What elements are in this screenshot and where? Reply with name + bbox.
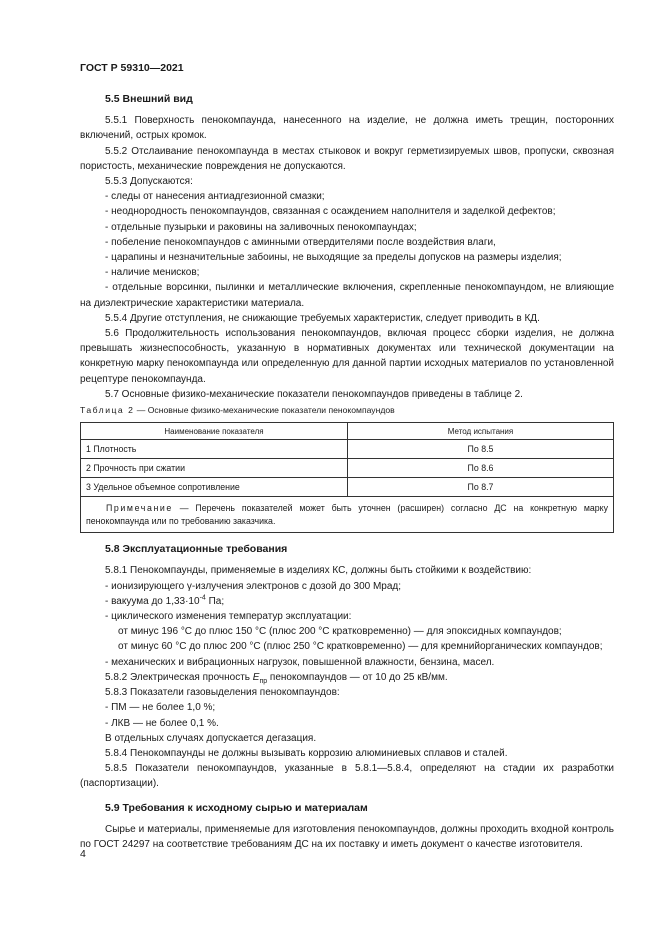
list-item-text: - вакуума до 1,33·10: [105, 595, 200, 607]
list-item: [80, 594, 614, 609]
temperature-range-silicone: [118, 639, 614, 654]
symbol-e: E: [252, 671, 260, 683]
paragraph-5-7: 5.7 Основные физико-механические показатели пенокомпаундов приведены в таблице 2.: [105, 388, 523, 400]
page-number: 4: [80, 848, 86, 860]
paragraph-degassing: В отдельных случаях допускается дегазация.: [105, 732, 317, 744]
page-content: [80, 92, 614, 852]
table-note-row: [81, 497, 614, 533]
paragraph-5-8-2: [80, 670, 614, 685]
table-caption-text: — Основные физико-механические показатели пенокомпаундов: [134, 405, 395, 416]
temperature-range-text: от минус 60 °С до плюс 200 °С (плюс 250 °С кратковременно) — для кремнийорганических компаундов;: [118, 641, 603, 653]
table-cell-method: По 8.6: [348, 459, 614, 478]
table-row: [81, 459, 614, 478]
list-item: - ЛКВ — не более 0,1 %.: [105, 717, 219, 729]
paragraph-text-end: пенокомпаундов — от 10 до 25 кВ/мм.: [267, 671, 448, 683]
table-cell-indicator: 1 Плотность: [81, 440, 348, 459]
list-item: - отдельные пузырьки и раковины на заливочных пенокомпаундах;: [105, 221, 417, 233]
paragraph-5-8-4: 5.8.4 Пенокомпаунды не должны вызывать коррозию алюминиевых сплавов и сталей.: [105, 747, 508, 759]
table-cell-indicator: 3 Удельное объемное сопротивление: [81, 478, 348, 497]
table-header-row: [81, 423, 614, 440]
temperature-range-epoxy: от минус 196 °С до плюс 150 °С (плюс 200 °С кратковременно) — для эпоксидных компаундов;: [118, 626, 562, 638]
list-item: - царапины и незначительные забоины, не выходящие за пределы допусков на размеры изделия;: [105, 252, 562, 264]
document-id: ГОСТ Р 59310—2021: [80, 62, 184, 74]
list-item: - ПМ — не более 1,0 %;: [105, 702, 216, 714]
section-title-5-8: 5.8 Эксплуатационные требования: [105, 543, 288, 556]
table-row: [81, 440, 614, 459]
column-header-method: Метод испытания: [348, 423, 614, 440]
table-note: [81, 497, 614, 533]
subscript: пр: [259, 677, 268, 685]
paragraph-5-8-1: 5.8.1 Пенокомпаунды, применяемые в изделиях КС, должны быть стойкими к воздействию:: [105, 565, 532, 577]
section-title-5-5: 5.5 Внешний вид: [105, 93, 193, 105]
table-cell-indicator: 2 Прочность при сжатии: [81, 459, 348, 478]
list-item: - неоднородность пенокомпаундов, связанная с осаждением наполнителя и заделкой дефектов;: [105, 206, 556, 218]
column-header-indicator: Наименование показателя: [81, 423, 348, 440]
table-cell-method: По 8.5: [348, 440, 614, 459]
list-item: - ионизирующего γ-излучения электронов с дозой до 300 Мрад;: [105, 580, 402, 592]
list-item: - побеление пенокомпаундов с аминными отвердителями после воздействия влаги,: [105, 236, 496, 248]
table-caption-label: Таблица 2: [80, 405, 135, 416]
paragraph-5-6: 5.6 Продолжительность использования пенокомпаундов, включая процесс сборки изделия, не должна превышать жизнеспособность, указанную в нормативных документах или технической документации на конкретную марку пенокомпаунда или определенную для данной партии исходных материалов по установленной рецептуре пенокомпаунда.: [80, 328, 614, 385]
paragraph-5-5-4: 5.5.4 Другие отступления, не снижающие требуемых характеристик, следует приводить в КД.: [105, 312, 540, 324]
list-item: - наличие менисков;: [105, 267, 200, 279]
table-caption: [80, 403, 614, 418]
paragraph-5-5-3: 5.5.3 Допускаются:: [105, 176, 193, 188]
paragraph-5-8-3: 5.8.3 Показатели газовыделения пенокомпаундов:: [105, 687, 340, 699]
exponent: -4: [199, 594, 206, 602]
table-row: [81, 478, 614, 497]
paragraph-text: 5.8.2 Электрическая прочность: [105, 671, 253, 683]
paragraph-5-5-1: 5.5.1 Поверхность пенокомпаунда, нанесенного на изделие, не должна иметь трещин, посторонних включений, острых кромок.: [80, 115, 614, 142]
section-title-5-9: 5.9 Требования к исходному сырью и материалам: [105, 801, 368, 814]
table-note-text: — Перечень показателей может быть уточнен (расширен) согласно ДС на конкретную марку пенокомпаунда или по требованию заказчика.: [86, 503, 608, 527]
list-item: - циклического изменения температур эксплуатации:: [105, 611, 352, 623]
table-note-label: Примечание: [106, 503, 173, 514]
paragraph-5-5-2: 5.5.2 Отслаивание пенокомпаунда в местах стыковок и вокруг герметизируемых швов, пропуски, сквозная пористость, механические повреждения не допускаются.: [80, 145, 614, 172]
list-item: - механических и вибрационных нагрузок, повышенной влажности, бензина, масел.: [105, 656, 495, 668]
properties-table: [80, 422, 614, 533]
paragraph-5-9: Сырье и материалы, применяемые для изготовления пенокомпаундов, должны проходить входной контроль по ГОСТ 24297 на соответствие требованиям ДС на их поставку и иметь документ о качестве изготовителя.: [80, 823, 614, 850]
list-item: - отдельные ворсинки, пылинки и металлические включения, скрепленные пенокомпаундом, не влияющие на диэлектрические характеристики материала.: [80, 282, 614, 309]
list-item: - следы от нанесения антиадгезионной смазки;: [105, 191, 325, 203]
table-cell-method: По 8.7: [348, 478, 614, 497]
paragraph-5-8-5: 5.8.5 Показатели пенокомпаундов, указанные в 5.8.1—5.8.4, определяют на стадии их разработки (паспортизации).: [80, 763, 614, 790]
list-item-text-end: Па;: [205, 595, 225, 607]
